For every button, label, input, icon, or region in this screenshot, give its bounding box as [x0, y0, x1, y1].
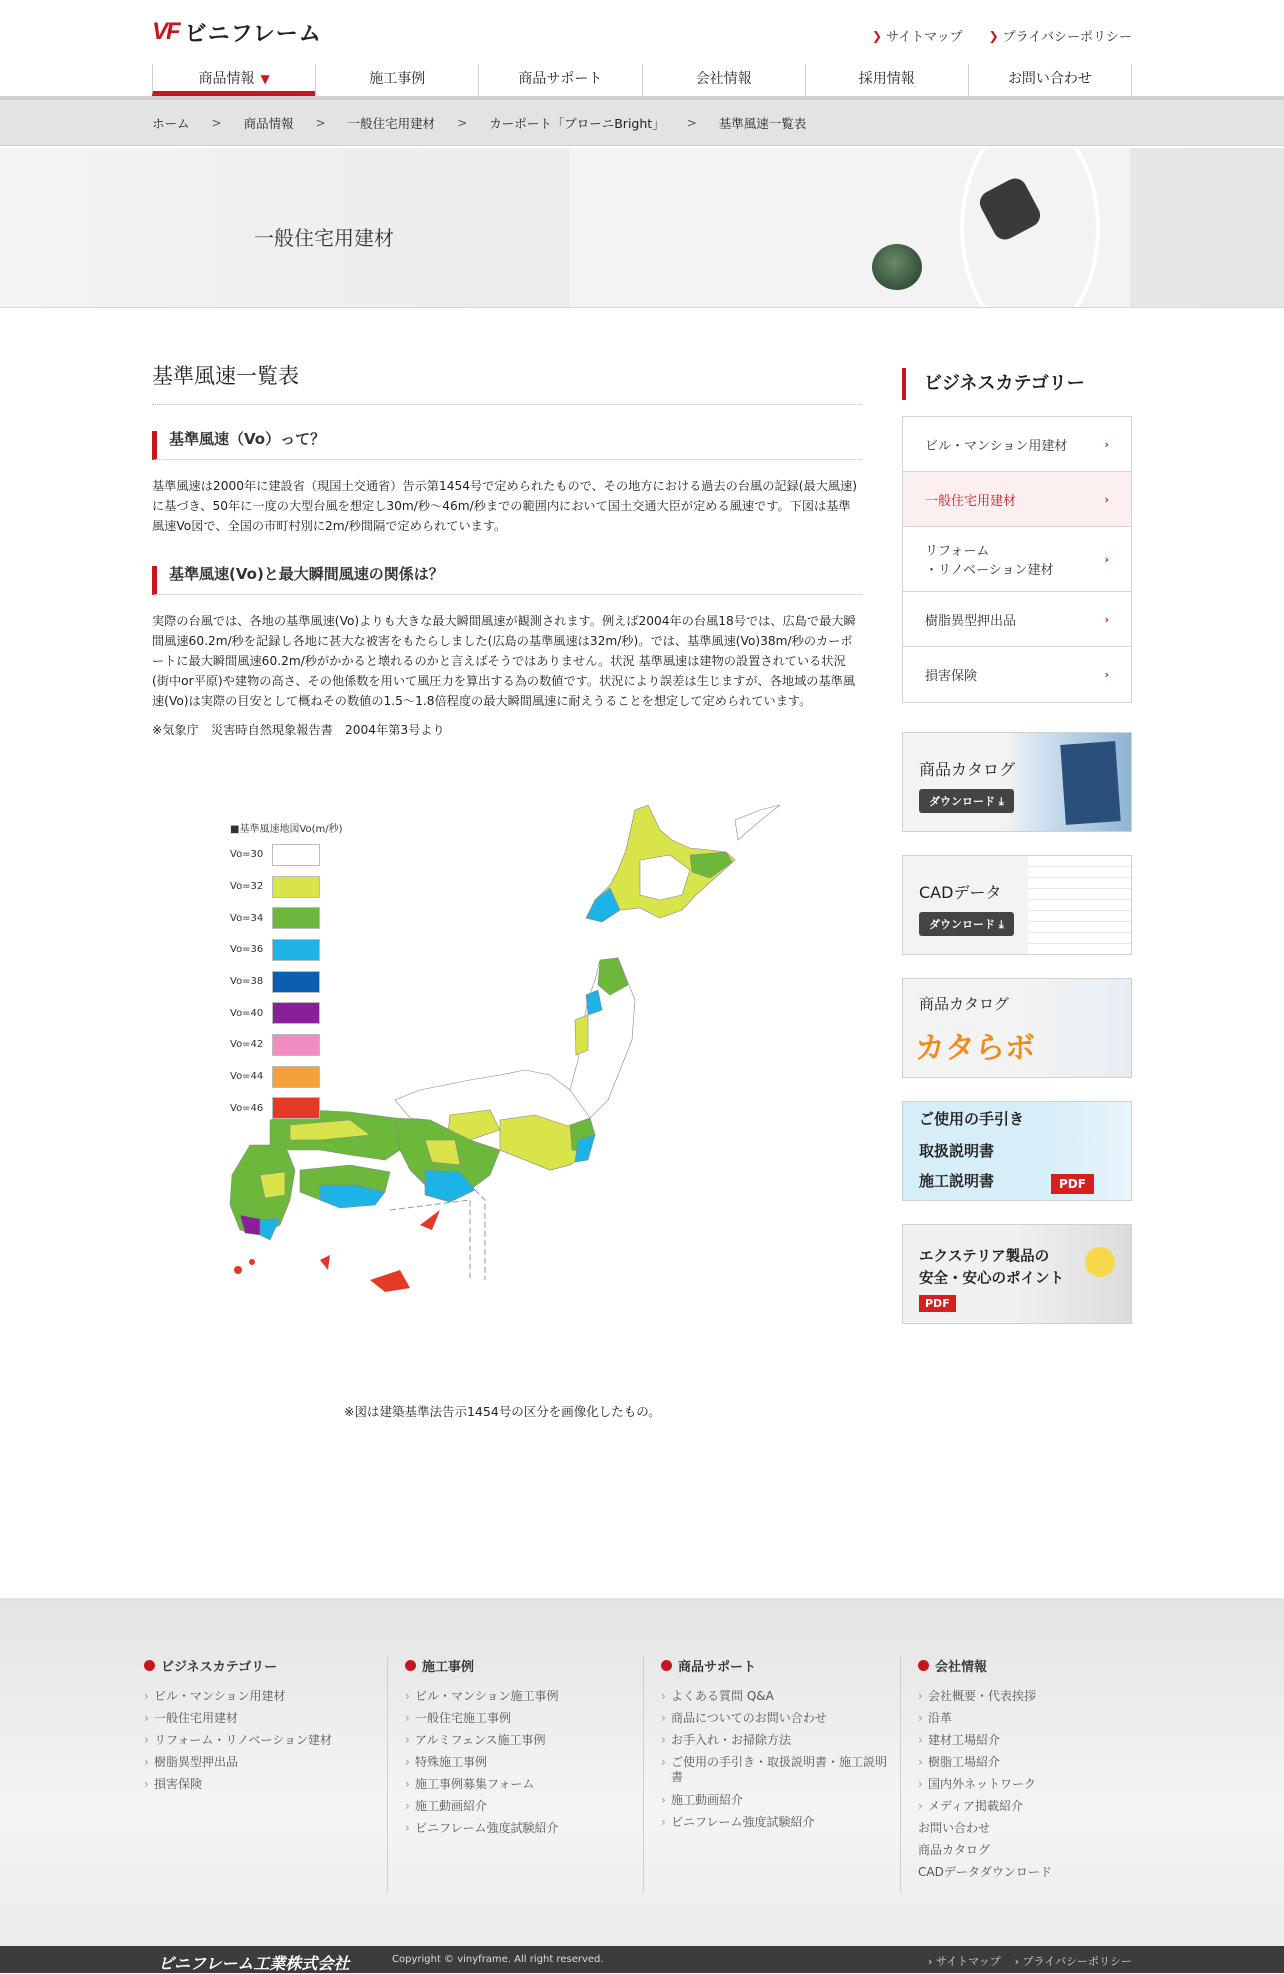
exterior-safety-banner[interactable]: エクステリア製品の 安全・安心のポイント PDF [902, 1224, 1132, 1324]
legend-swatch [272, 939, 320, 961]
hero-title: 一般住宅用建材 [254, 226, 394, 250]
map-note: ※図は建築基準法告示1454号の区分を画像化したもの。 [344, 1404, 661, 1419]
pdf-badge: PDF [1051, 1174, 1094, 1194]
sidebar [902, 368, 1132, 703]
footer-bar [0, 1946, 1284, 1973]
legend-swatch [272, 1034, 320, 1056]
hero-banner [0, 148, 1284, 308]
cad-download-banner[interactable]: CADデータ ダウンロード ⤓ [902, 855, 1132, 955]
okinawa-islands [234, 1266, 242, 1274]
legend-item: Vo=40 [230, 997, 343, 1029]
gnav-company[interactable]: 会社情報 [642, 64, 805, 96]
bullet-icon [661, 1660, 672, 1671]
sidebar-category-list [902, 416, 1132, 703]
gnav-works[interactable]: 施工事例 [315, 64, 478, 96]
chevron-right-icon: › [1104, 437, 1109, 451]
bullet-icon [405, 1660, 416, 1671]
footer-link[interactable]: › 一般住宅用建材 [144, 1707, 399, 1729]
footer-link[interactable]: › アルミフェンス施工事例 [405, 1729, 660, 1751]
footer-link[interactable]: › 商品についてのお問い合わせ [661, 1707, 891, 1729]
legend-swatch [272, 907, 320, 929]
chevron-right-icon: › [1104, 612, 1109, 626]
footer-link[interactable]: › 樹脂異型押出品 [144, 1751, 399, 1773]
chevron-right-icon: › [1104, 492, 1109, 506]
sidebar-item-resin[interactable]: 樹脂異型押出品 › [903, 592, 1131, 647]
footer-link[interactable]: › ビニフレーム強度試験紹介 [405, 1817, 660, 1839]
catalabo-banner[interactable]: 商品カタログ カタらボ [902, 978, 1132, 1078]
wind-speed-map [170, 800, 838, 1390]
legend-item: Vo=44 [230, 1061, 343, 1093]
legend-item: Vo=32 [230, 871, 343, 903]
legend-title: ■基準風速地図Vo(m/秒) [230, 824, 343, 835]
breadcrumb [0, 100, 1284, 146]
copyright: Copyright © vinyframe. All right reserved. [392, 1954, 604, 1965]
logo-mark: VF [152, 18, 179, 45]
chevron-right-icon: > [686, 116, 697, 130]
download-icon: ⤓ [998, 795, 1004, 808]
breadcrumb-products[interactable]: 商品情報 [243, 116, 294, 131]
footer [0, 1598, 1284, 1946]
footer-col-business: ビジネスカテゴリー › ビル・マンション用建材 › 一般住宅用建材 › リフォーム・リノベーション建材 › 樹脂異型押出品 › 損害保険 [144, 1656, 399, 1795]
privacy-policy-link[interactable]: ❯ プライバシーポリシー [988, 28, 1132, 45]
breadcrumb-carport[interactable]: カーポート「ブローニBright」 [489, 116, 665, 131]
site-logo[interactable] [152, 18, 322, 46]
footer-link[interactable]: › リフォーム・リノベーション建材 [144, 1729, 399, 1751]
legend-swatch [272, 1066, 320, 1088]
sitemap-link[interactable]: ❯ サイトマップ [871, 28, 963, 45]
catalog-cover-image [1060, 741, 1120, 825]
section-text-vo: 基準風速は2000年に建設省（現国土交通省）告示第1454号で定められたもので、その地方における過去の台風の記録(最大風速)に基づき、50年に一度の大型台風を想定し30m/秒～46m/秒までの範囲内において国土交通大臣が定める風速です。下図は基準風速Vo図で、全国の市町村別に2m/秒間隔で定められています。 [152, 479, 858, 533]
hero-plant-pot [872, 244, 922, 290]
pdf-badge: PDF [919, 1295, 956, 1312]
section-heading-relation: 基準風速(Vo)と最大瞬間風速の関係は？ [152, 566, 862, 595]
footer-link[interactable]: › 国内外ネットワーク [918, 1773, 1138, 1795]
manual-pdf-banner[interactable]: ご使用の手引き 取扱説明書 施工説明書 PDF [902, 1101, 1132, 1201]
chevron-right-icon: > [457, 116, 468, 130]
sidebar-item-housing[interactable]: 一般住宅用建材 › [903, 472, 1131, 527]
chevron-right-icon: > [211, 116, 222, 130]
lightbulb-icon [1085, 1247, 1115, 1277]
chevron-down-icon: ▼ [260, 72, 270, 86]
logo-name: ビニフレーム [184, 21, 322, 47]
footer-link[interactable]: › メディア掲載紹介 [918, 1795, 1138, 1817]
legend-item: Vo=42 [230, 1029, 343, 1061]
footer-link[interactable]: › 施工事例募集フォーム [405, 1773, 660, 1795]
gnav-support[interactable]: 商品サポート [478, 64, 641, 96]
legend-item: Vo=34 [230, 902, 343, 934]
footer-link[interactable]: › 一般住宅施工事例 [405, 1707, 660, 1729]
chevron-right-icon: ❯ [871, 28, 882, 43]
footer-link[interactable]: › ビル・マンション施工事例 [405, 1685, 660, 1707]
gnav-products[interactable]: 商品情報 ▼ [152, 64, 315, 96]
main-content [152, 360, 862, 738]
breadcrumb-home[interactable]: ホーム [152, 116, 190, 131]
footer-link[interactable]: › 沿革 [918, 1707, 1138, 1729]
breadcrumb-housing[interactable]: 一般住宅用建材 [347, 116, 436, 131]
footer-link[interactable]: › 損害保険 [144, 1773, 399, 1795]
legend-swatch [272, 876, 320, 898]
legend-swatch [272, 1002, 320, 1024]
footer-link[interactable]: › お手入れ・お掃除方法 [661, 1729, 891, 1751]
legend-swatch [272, 1097, 320, 1119]
footer-link[interactable]: › 樹脂工場紹介 [918, 1751, 1138, 1773]
footer-link[interactable]: › ビニフレーム強度試験紹介 [661, 1811, 891, 1833]
legend-item: Vo=38 [230, 966, 343, 998]
sidebar-item-insurance[interactable]: 損害保険 › [925, 668, 1109, 684]
chevron-right-icon: › [1104, 668, 1109, 681]
legend-item: Vo=30 [230, 839, 343, 871]
chevron-right-icon: ❯ [988, 28, 999, 43]
sidebar-heading: ビジネスカテゴリー [902, 368, 1132, 400]
download-icon: ⤓ [998, 918, 1004, 931]
map-legend [230, 820, 343, 1124]
footer-logo[interactable]: ビニフレーム工業株式会社 [158, 1954, 350, 1973]
page-title: 基準風速一覧表 [152, 360, 862, 405]
catalog-download-banner[interactable]: 商品カタログ ダウンロード ⤓ [902, 732, 1132, 832]
footer-link[interactable]: › 特殊施工事例 [405, 1751, 660, 1773]
bullet-icon [918, 1660, 929, 1671]
legend-item: Vo=46 [230, 1093, 343, 1125]
legend-swatch [272, 971, 320, 993]
footer-link-cad[interactable]: CADデータダウンロード [918, 1865, 1052, 1879]
section-heading-vo: 基準風速（Vo）って？ [152, 431, 862, 460]
top-links [872, 26, 1132, 45]
sidebar-item-reform[interactable]: リフォーム ・リノベーション建材 › [903, 527, 1131, 592]
footer-sitemap-link[interactable]: › サイトマップ [927, 1955, 1001, 1968]
footer-link[interactable]: › 施工動画紹介 [661, 1789, 891, 1811]
footer-link-catalog[interactable]: 商品カタログ [918, 1843, 991, 1857]
footer-bar-links [928, 1953, 1132, 1969]
footer-privacy-link[interactable]: › プライバシーポリシー [1014, 1955, 1132, 1968]
footer-col-works: 施工事例 › ビル・マンション施工事例 › 一般住宅施工事例 › アルミフェンス施工事例 › 特殊施工事例 › 施工事例募集フォーム › 施工動画紹介 › ビニフレーム強度試験紹介 [405, 1656, 660, 1839]
global-nav [152, 64, 1132, 96]
footer-link[interactable]: › 会社概要・代表挨拶 [918, 1685, 1138, 1707]
footer-link[interactable]: › 施工動画紹介 [405, 1795, 660, 1817]
download-button: ダウンロード ⤓ [919, 912, 1014, 936]
catalabo-logo: カタらボ [915, 1031, 1035, 1066]
footer-col-support: 商品サポート › よくある質問 Q&A › 商品についてのお問い合わせ › お手入れ・お掃除方法 › ご使用の手引き・取扱説明書・施工説明書 › 施工動画紹介 › ビニフレーム強度試験紹介 [661, 1656, 891, 1833]
chevron-right-icon: › [1104, 552, 1109, 566]
footer-link-contact[interactable]: お問い合わせ [918, 1821, 991, 1835]
download-button: ダウンロード ⤓ [919, 789, 1014, 813]
bullet-icon [144, 1660, 155, 1671]
footer-link[interactable]: › 建材工場紹介 [918, 1729, 1138, 1751]
gnav-contact[interactable]: お問い合わせ [968, 64, 1132, 96]
legend-swatch [272, 844, 320, 866]
section-text-relation: 実際の台風では、各地の基準風速(Vo)よりも大きな最大瞬間風速が観測されます。例えば2004年の台風18号では、広島で最大瞬間風速60.2m/秒を記録し各地に甚大な被害をもたらしました(広島の基準風速は32m/秒)。では、基準風速(Vo)38m/秒のカーポートに最大瞬間風速60.2m/秒がかかると壊れるのかと言えばそうではありません。状況 基準風速は建物の設置されている状況(街中or平原)や建物の高さ、その他係数を用いて風圧力を算出する為の数値です。状況により誤差は生じますが、各地域の基準風速(Vo)は実際の目安として概ねその数値の1.5～1.8倍程度の最大瞬間風速に耐えうることを想定して定められています。 [152, 614, 856, 708]
footer-link[interactable]: › よくある質問 Q&A [661, 1685, 891, 1707]
breadcrumb-current: 基準風速一覧表 [718, 116, 807, 131]
footer-col-company: 会社情報 › 会社概要・代表挨拶 › 沿革 › 建材工場紹介 › 樹脂工場紹介 › 国内外ネットワーク › メディア掲載紹介 お問い合わせ 商品カタログ CADデータダウンロード [918, 1656, 1138, 1883]
chevron-right-icon: > [315, 116, 326, 130]
footer-link[interactable]: › ビル・マンション用建材 [144, 1685, 399, 1707]
hero-decoration [960, 148, 1100, 308]
source-note: ※気象庁 災害時自然現象報告書 2004年第3号より [152, 723, 445, 737]
legend-item: Vo=36 [230, 934, 343, 966]
gnav-recruit[interactable]: 採用情報 [805, 64, 968, 96]
sidebar-item-building[interactable]: ビル・マンション用建材 › [903, 417, 1131, 472]
footer-link[interactable]: › ご使用の手引き・取扱説明書・施工説明書 [661, 1751, 891, 1789]
